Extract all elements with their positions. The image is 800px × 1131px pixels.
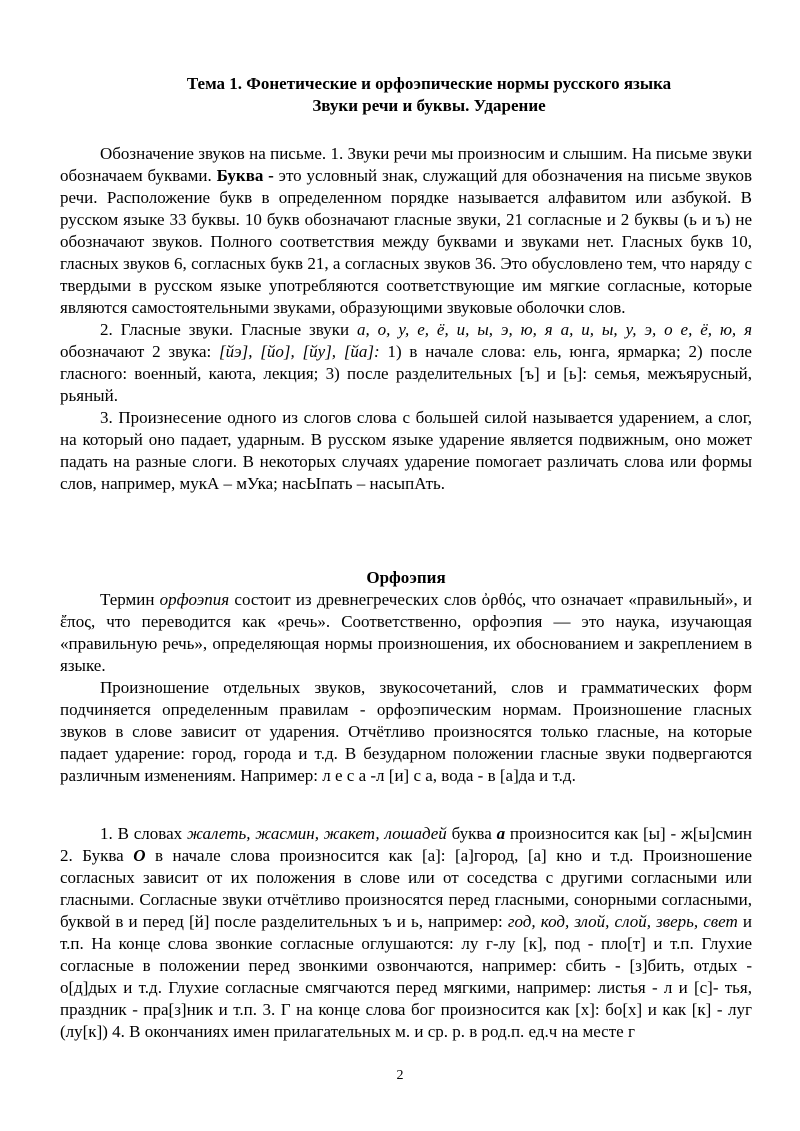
paragraph: 2. Гласные звуки. Гласные звуки а, о, у, е, ё, и, ы, э, ю, я а, и, ы, у, э, о е, ё, ю, я обозначают 2 звука: [йэ], [йо], [йу], [йа]: 1) в начале слова: ель, юнга, ярмарка; 2) после гласного: военный, каюта, лекция; 3) после разделительных [ъ] и [ь]: семья, межъярусный, рьяный. [60, 320, 753, 405]
page-title: Тема 1. Фонетические и орфоэпические нормы русского языка [186, 74, 672, 93]
paragraph: 1. В словах жалеть, жасмин, жакет, лошадей буква а произносится как [ы] - ж[ы]смин 2. Буква О в начале слова произносится как [а]: [а]город, [а] кно и т.д. Произношение согласных зависит от их положения в слове или от соседства с другими согласными или гласными. Согласные звуки отчётливо произносятся перед гласными, сонорными согласными, буквой в и перед [й] после разделительных ъ и ь, например: год, код, злой, слой, зверь, свет и т.п. На конце слова звонкие согласные оглушаются: лу г-лу [к], под - пло[т] и т.п. Глухие согласные в положении перед звонкими озвончаются, например: сбить - [з]бить, отдых - о[д]дых и т.д. Глухие согласные смягчаются перед мягкими, например: листья - л и [с]- тья, праздник - пра[з]ник и т.п. 3. Г на конце слова бог произносится как [х]: бо[х] и как [к] - луг (лу[к]) 4. В окончаниях имен прилагательных м. и ср. р. в род.п. ед.ч на месте г [60, 824, 752, 1041]
section-orthoepy [60, 567, 752, 787]
italic-text: [йэ], [йо], [йу], [йа]: [219, 342, 380, 361]
paragraph: Термин орфоэпия состоит из древнегреческих слов ὀρθός, что означает «правильный», и ἔπος, что переводится как «речь». Соответственно, орфоэпия — это наука, изучающая «правильную речь», определяющая нормы произношения, их обоснованием и закреплением в языке. [60, 590, 752, 675]
section-sounds-letters [60, 143, 752, 495]
page-number: 2 [396, 1068, 404, 1083]
page-subtitle: Звуки речи и буквы. Ударение [312, 96, 546, 115]
section-rules [60, 823, 752, 1043]
paragraph: 3. Произнесение одного из слогов слова с большей силой называется ударением, а слог, на который оно падает, ударным. В русском языке ударение является подвижным, оно может падать на разные слоги. В некоторых случаях ударение помогает различать слова или формы слов, например, мукА – мУка; насЫпать – насыпАть. [60, 408, 752, 493]
paragraph: Обозначение звуков на письме. 1. Звуки речи мы произносим и слышим. На письме звуки обозначаем буквами. Буква - это условный знак, служащий для обозначения на письме звуков речи. Расположение букв в определенном порядке называется алфавитом или азбукой. В русском языке 33 буквы. 10 букв обозначают гласные звуки, 21 согласные и 2 буквы (ь и ъ) не обозначают звуков. Полного соответствия между буквами и звуками нет. Гласных букв 10, гласных звуков 6, согласных букв 21, а согласных звуков 36. Это обусловлено тем, что наряду с твердыми в русском языке употребляются соответствующие им мягкие согласные, которые являются самостоятельными звуками, образующими звуковые оболочки слов. [60, 144, 752, 317]
section-heading: Орфоэпия [366, 568, 446, 587]
italic-term: орфоэпия [159, 590, 230, 609]
bold-term: Буква - [216, 166, 274, 185]
italic-text: а, о, у, е, ё, и, ы, э, ю, я а, и, ы, у, э, о е, ё, ю, я [357, 320, 753, 339]
paragraph: Произношение отдельных звуков, звукосочетаний, слов и грамматических форм подчиняется определенным правилам - орфоэпическим нормам. Произношение гласных звуков в слове зависит от ударения. Отчётливо произносятся только гласные, на которые падает ударение: город, города и т.д. В безударном положении гласные звуки подвергаются различным изменениям. Например: л е с а -л [и] с а, вода - в [а]да и т.д. [60, 678, 752, 785]
